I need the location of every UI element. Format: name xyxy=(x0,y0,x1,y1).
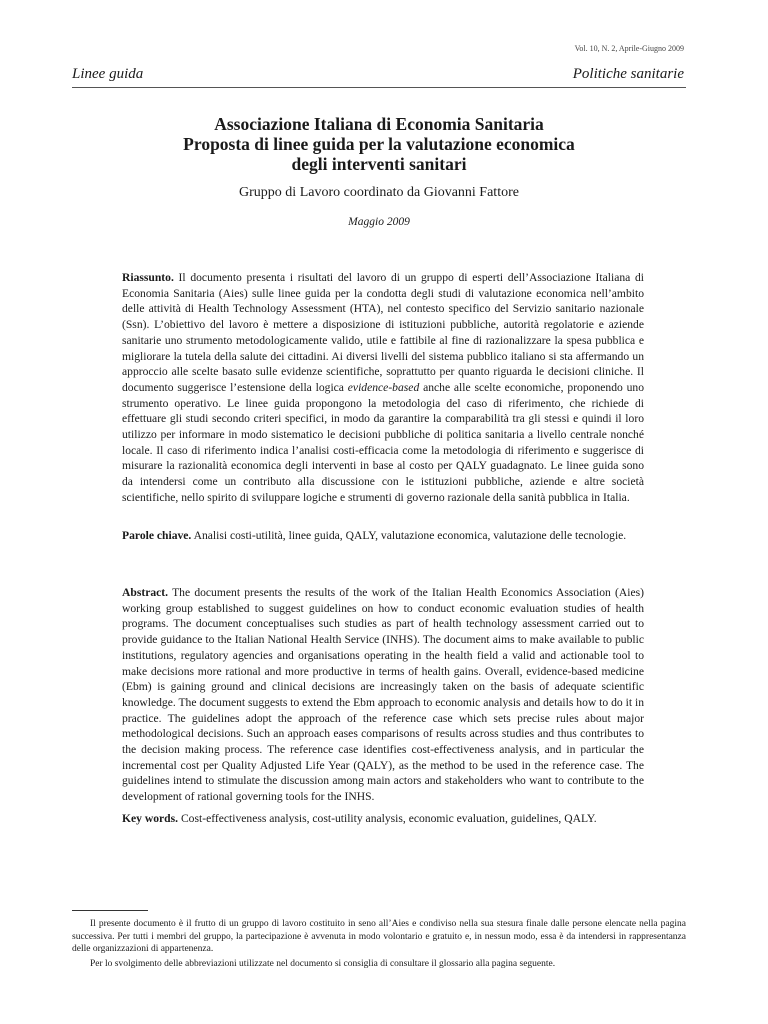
key-words-text: Cost-effectiveness analysis, cost-utility analysis, economic evaluation, guidelines, QALY. xyxy=(178,812,597,825)
header-divider xyxy=(72,87,686,88)
key-words-label: Key words. xyxy=(122,812,179,825)
riassunto-text-1: Il documento presenta i risultati del lavoro di un gruppo di esperti dell’Associazione Italiana di Economia Sanitaria (Aies) sulle linee guida per la condotta degli studi di valutazione economica nell’ambito delle attività di Health Technology Assessment (HTA), nel contesto specifico del Servizio sanitario nazionale (Ssn). L’obiettivo del lavoro è mettere a disposizione di istituzioni pubbliche, autorità regolatorie e aziende sanitarie uno strumento metodologicamente valido, utile e fattibile al fine di razionalizzare la spesa pubblica e migliorare la tutela della salute dei cittadini. Ai diversi livelli del sistema pubblico italiano si sta affermando un approccio alle scelte basato sulle evidenze scientifiche, soprattutto per quanto riguarda le decisioni cliniche. Il documento suggerisce l’estensione della logica xyxy=(122,271,644,394)
riassunto-text-2: anche alle scelte economiche, proponendo uno strumento operativo. Le linee guida propongono la metodologia del caso di riferimento, che richiede di effettuare gli studi secondo criteri specifici, in modo da garantire la comparabilità tra gli stessi e quindi il loro utilizzo per informare in modo sistematico le decisioni pubbliche di politica sanitaria a livello centrale nonché locale. Il caso di riferimento indica l’analisi costi-efficacia come la metodologia di riferimento e suggerisce di misurare la razionalità economica degli interventi in base al costo per QALY guadagnato. Le linee guida sono da intendersi come un contributo alla discussione con le istituzioni pubbliche, aziende e altre società scientifiche, nello spirito di sviluppare logiche e strumenti di governo razionale della sanità pubblica in Italia. xyxy=(122,380,644,504)
abstract-text: The document presents the results of the work of the Italian Health Economics Association (Aies) working group established to suggest guidelines on how to conduct economic evaluation studies of health programs. The document conceptualises such studies as part of health technology assessment carried out to provide guidance to the Italian National Health Service (INHS). The document aims to make available to public institutions, regulatory agencies and organisations operating in the health field a valid and actionable tool to make decisions more rational and more productive in terms of health gains. Overall, evidence-based medicine (Ebm) is gaining ground and clinical decisions are increasingly taken on the basis of adequate scientific knowledge. The document suggests to extend the Ebm approach to economic analysis and details how to do it in practice. The guidelines adopt the approach of the reference case which sets precise rules about major methodological decisions. Such an approach eases comparisons of results across studies and thus contributes to the decision making process. The reference case identifies cost-effectiveness analysis, and in particular the incremental cost per Quality Adjusted Life Year (QALY), as the method to be used in the reference case. The guidelines intend to stimulate the discussion among main actors and stakeholders who want to contribute to the development of rational governing tools for the INHS. xyxy=(122,586,644,804)
footnote: Il presente documento è il frutto di un gruppo di lavoro costituito in seno all’Aies e condiviso nella sua stesura finale dalle persone elencate nella pagina successiva. Per tutti i membri del gruppo, la partecipazione è avvenuta in modo volontario e gratuito e, in nessun modo, essa è da intendersi in rappresentanza delle organizzazioni di appartenenza. xyxy=(72,919,686,954)
riassunto-label: Riassunto. xyxy=(122,271,174,284)
riassunto-paragraph xyxy=(122,270,644,506)
riassunto-emphasis: evidence-based xyxy=(347,380,420,394)
footnote-divider xyxy=(72,910,148,911)
title-line: Proposta di linee guida per la valutazione economica xyxy=(183,134,575,154)
section-label-right: Politiche sanitarie xyxy=(572,66,684,82)
article-date: Maggio 2009 xyxy=(348,216,410,228)
title-line: degli interventi sanitari xyxy=(291,154,467,174)
parole-chiave-paragraph xyxy=(122,528,644,544)
parole-chiave-label: Parole chiave. xyxy=(122,529,192,542)
volume-info: Vol. 10, N. 2, Aprile-Giugno 2009 xyxy=(574,44,684,53)
footnote: Per lo svolgimento delle abbreviazioni utilizzate nel documento si consiglia di consultare il glossario alla pagina seguente. xyxy=(90,959,556,969)
section-label-left: Linee guida xyxy=(72,66,144,82)
article-authors: Gruppo di Lavoro coordinato da Giovanni Fattore xyxy=(239,185,519,200)
abstract-paragraph xyxy=(122,585,644,805)
parole-chiave-text: Analisi costi-utilità, linee guida, QALY, valutazione economica, valutazione delle tecnologie. xyxy=(191,529,627,542)
key-words-paragraph xyxy=(122,811,644,827)
abstract-label: Abstract. xyxy=(122,586,169,599)
article-title xyxy=(72,114,686,174)
title-line: Associazione Italiana di Economia Sanitaria xyxy=(214,114,544,134)
